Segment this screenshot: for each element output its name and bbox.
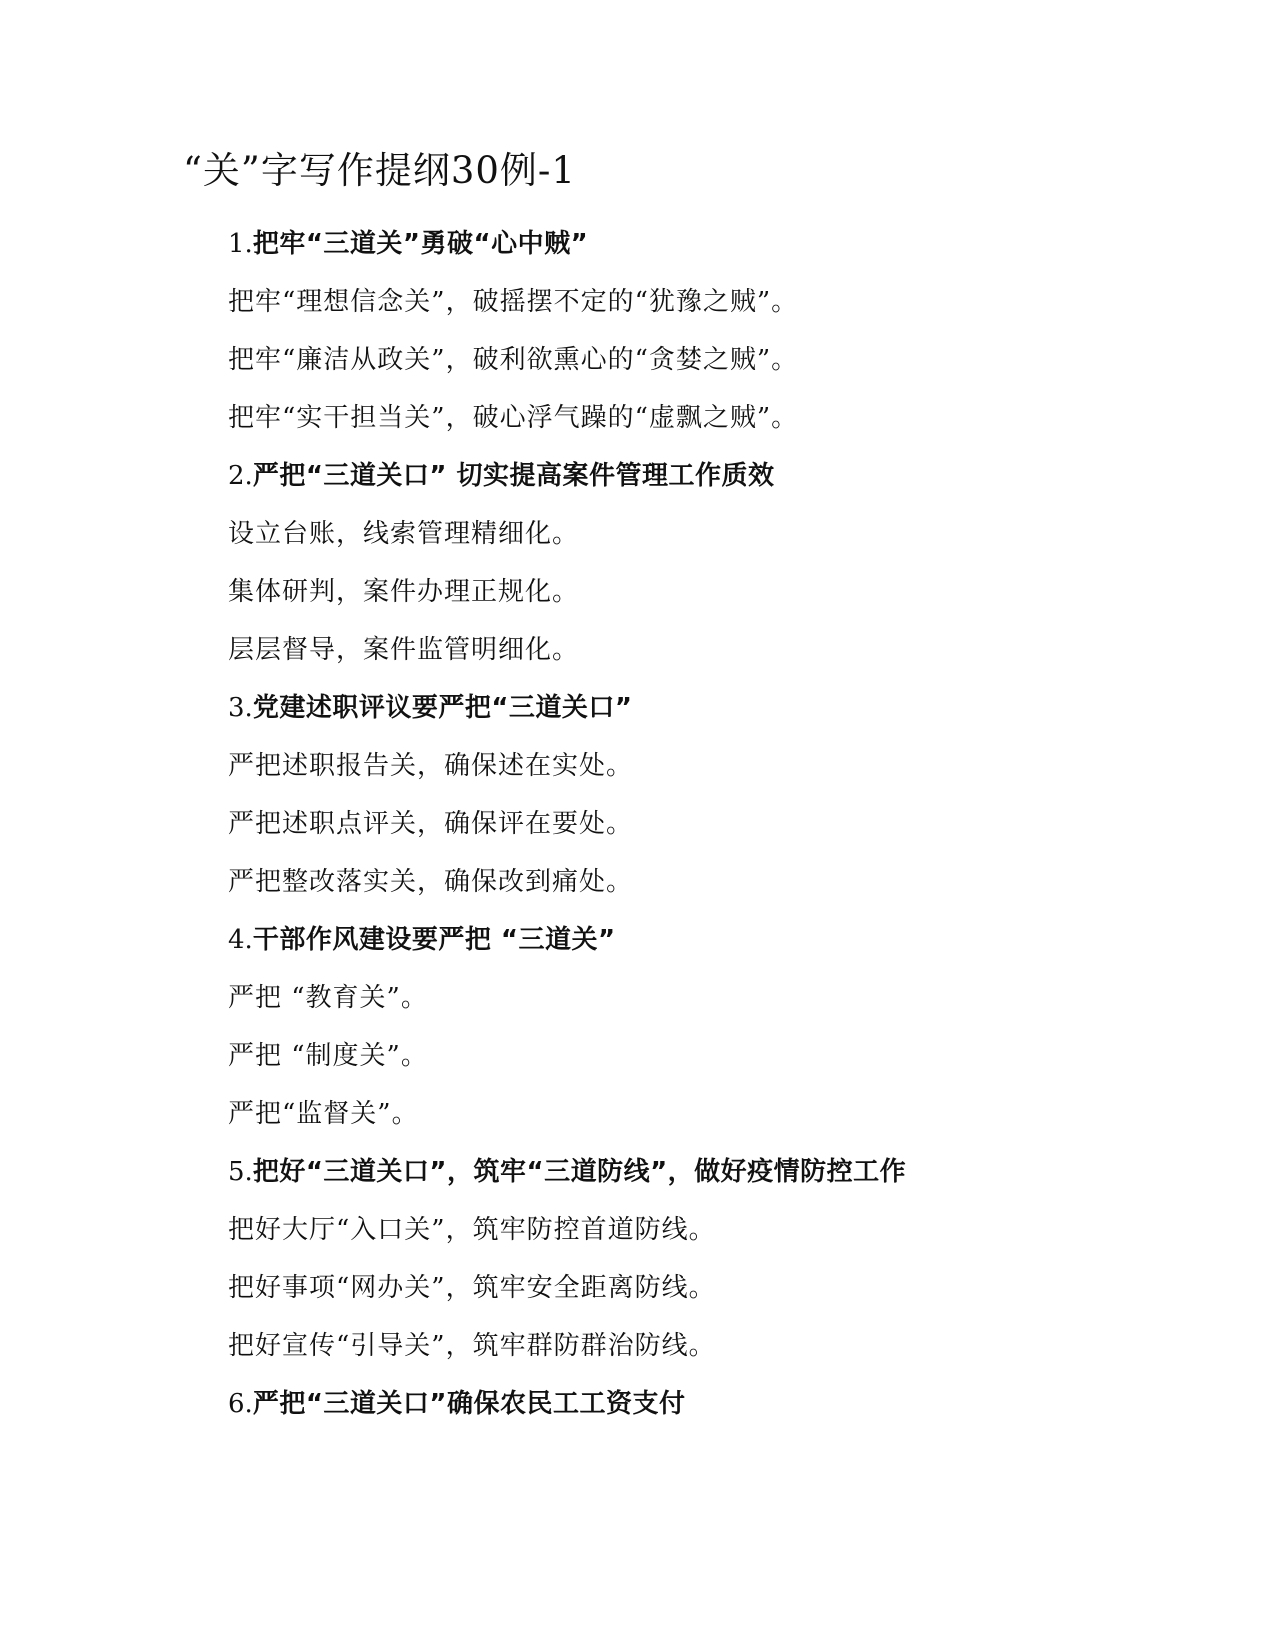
- section-1: [228, 222, 1228, 454]
- section-number: 2.: [228, 461, 253, 491]
- document-title: “关”字写作提纲30例-1: [183, 149, 576, 192]
- section-line: 严把 “制度关”。: [228, 1041, 428, 1071]
- section-heading: [228, 918, 1228, 976]
- section-line: 把牢“实干担当关”，破心浮气躁的“虚飘之贼”。: [228, 403, 799, 433]
- section-3: [228, 686, 1228, 918]
- section-number: 5.: [228, 1157, 253, 1187]
- section-heading-text: 严把“三道关口” 切实提高案件管理工作质效: [252, 461, 775, 491]
- section-6: [228, 1382, 1228, 1440]
- section-heading: [228, 222, 1228, 280]
- document-body: [228, 222, 1228, 1440]
- section-heading-text: 干部作风建设要严把 “三道关”: [252, 925, 616, 955]
- section-heading-text: 把好“三道关口”，筑牢“三道防线”，做好疫情防控工作: [252, 1157, 907, 1187]
- section-line: 严把述职点评关，确保评在要处。: [228, 809, 634, 839]
- section-heading-text: 把牢“三道关”勇破“心中贼”: [252, 229, 589, 259]
- section-line: 严把整改落实关，确保改到痛处。: [228, 867, 634, 897]
- section-line: 把牢“理想信念关”，破摇摆不定的“犹豫之贼”。: [228, 287, 799, 317]
- section-line: 严把“监督关”。: [228, 1099, 419, 1129]
- section-number: 3.: [228, 693, 253, 723]
- section-heading: [228, 1382, 1228, 1440]
- section-number: 4.: [228, 925, 253, 955]
- section-line: 把好大厅“入口关”，筑牢防控首道防线。: [228, 1215, 716, 1245]
- section-heading-text: 党建述职评议要严把“三道关口”: [252, 693, 633, 723]
- section-2: [228, 454, 1228, 686]
- section-line: 把牢“廉洁从政关”，破利欲熏心的“贪婪之贼”。: [228, 345, 799, 375]
- section-5: [228, 1150, 1228, 1382]
- section-line: 设立台账，线索管理精细化。: [228, 519, 580, 549]
- section-heading: [228, 454, 1228, 512]
- section-number: 1.: [228, 229, 253, 259]
- section-line: 严把 “教育关”。: [228, 983, 428, 1013]
- section-heading: [228, 1150, 1228, 1208]
- section-line: 集体研判，案件办理正规化。: [228, 577, 580, 607]
- section-line: 把好宣传“引导关”，筑牢群防群治防线。: [228, 1331, 716, 1361]
- section-line: 层层督导，案件监管明细化。: [228, 635, 580, 665]
- section-heading-text: 严把“三道关口”确保农民工工资支付: [252, 1389, 686, 1419]
- section-4: [228, 918, 1228, 1150]
- section-heading: [228, 686, 1228, 744]
- section-line: 把好事项“网办关”，筑牢安全距离防线。: [228, 1273, 716, 1303]
- section-number: 6.: [228, 1389, 253, 1419]
- section-line: 严把述职报告关，确保述在实处。: [228, 751, 634, 781]
